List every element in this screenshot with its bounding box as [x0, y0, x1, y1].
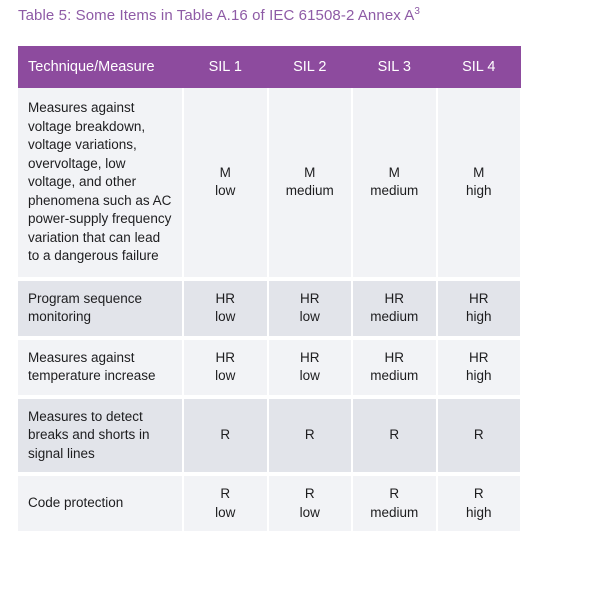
cell-sil-3: [352, 279, 437, 338]
cell-sil-1: [183, 338, 268, 397]
table-caption-text: Table 5: Some Items in Table A.16 of IEC 61508-2 Annex A: [18, 7, 415, 24]
cell-sil-3: [352, 474, 437, 531]
sil-requirements-table: [18, 46, 522, 531]
rating: R: [389, 427, 400, 442]
column-header-sil-1: SIL 1: [183, 46, 268, 88]
rating: M: [473, 164, 485, 180]
cell-sil-3: [352, 338, 437, 397]
level: medium: [370, 309, 419, 324]
table-row: [18, 474, 521, 531]
table-container: [18, 46, 521, 531]
table-body: [18, 88, 521, 531]
level: medium: [370, 504, 419, 520]
level: high: [465, 183, 492, 199]
cell-sil-2: [268, 338, 353, 397]
table-row: [18, 88, 521, 279]
column-header-sil-4: SIL 4: [437, 46, 522, 88]
rating: R: [304, 486, 315, 501]
cell-sil-4: [437, 279, 522, 338]
level: high: [465, 368, 492, 383]
cell-sil-4: [437, 397, 522, 475]
cell-sil-3: [352, 88, 437, 279]
column-header-sil-2: SIL 2: [268, 46, 353, 88]
rating: R: [473, 486, 484, 501]
level: low: [299, 504, 320, 520]
cell-technique: Measures against temperature increase: [18, 338, 183, 397]
rating: M: [219, 164, 231, 180]
level: high: [465, 504, 492, 520]
rating: HR: [215, 349, 235, 365]
cell-sil-1: [183, 474, 268, 531]
rating: HR: [384, 349, 404, 365]
cell-technique: Code protection: [18, 474, 183, 531]
cell-sil-2: [268, 279, 353, 338]
cell-sil-2: [268, 88, 353, 279]
rating: HR: [300, 349, 320, 365]
rating: R: [220, 486, 231, 501]
table-caption: [18, 6, 420, 26]
cell-sil-2: [268, 397, 353, 475]
level: medium: [370, 368, 419, 383]
cell-sil-4: [437, 474, 522, 531]
level: low: [215, 183, 236, 199]
rating: HR: [469, 290, 489, 306]
rating: HR: [215, 290, 235, 306]
cell-technique: Measures to detect breaks and shorts in signal lines: [18, 397, 183, 475]
table-header: [18, 46, 521, 88]
cell-technique: Measures against voltage breakdown, voltage variations, overvoltage, low voltage, and other phenomena such as AC power-supply frequency variation that can lead to a dangerous failure: [18, 88, 183, 279]
level: high: [465, 309, 492, 324]
rating: HR: [300, 290, 320, 306]
cell-sil-1: [183, 279, 268, 338]
level: low: [299, 309, 320, 324]
rating: M: [388, 164, 400, 180]
table-row: [18, 279, 521, 338]
level: low: [215, 368, 236, 383]
rating: R: [473, 427, 484, 442]
rating: R: [304, 427, 315, 442]
rating: HR: [384, 290, 404, 306]
level: medium: [370, 183, 419, 199]
column-header-technique: Technique/Measure: [18, 46, 183, 88]
level: low: [299, 368, 320, 383]
cell-sil-3: [352, 397, 437, 475]
cell-sil-1: [183, 88, 268, 279]
table-header-row: [18, 46, 521, 88]
table-row: [18, 338, 521, 397]
column-header-sil-3: SIL 3: [352, 46, 437, 88]
level: low: [215, 504, 236, 520]
table-caption-footnote-marker: 3: [414, 6, 421, 17]
level: medium: [285, 183, 334, 199]
rating: R: [220, 427, 231, 442]
table-row: [18, 397, 521, 475]
cell-technique: Program sequence monitoring: [18, 279, 183, 338]
cell-sil-4: [437, 338, 522, 397]
rating: R: [389, 486, 400, 501]
rating: HR: [469, 349, 489, 365]
cell-sil-2: [268, 474, 353, 531]
rating: M: [304, 164, 316, 180]
cell-sil-1: [183, 397, 268, 475]
cell-sil-4: [437, 88, 522, 279]
level: low: [215, 309, 236, 324]
